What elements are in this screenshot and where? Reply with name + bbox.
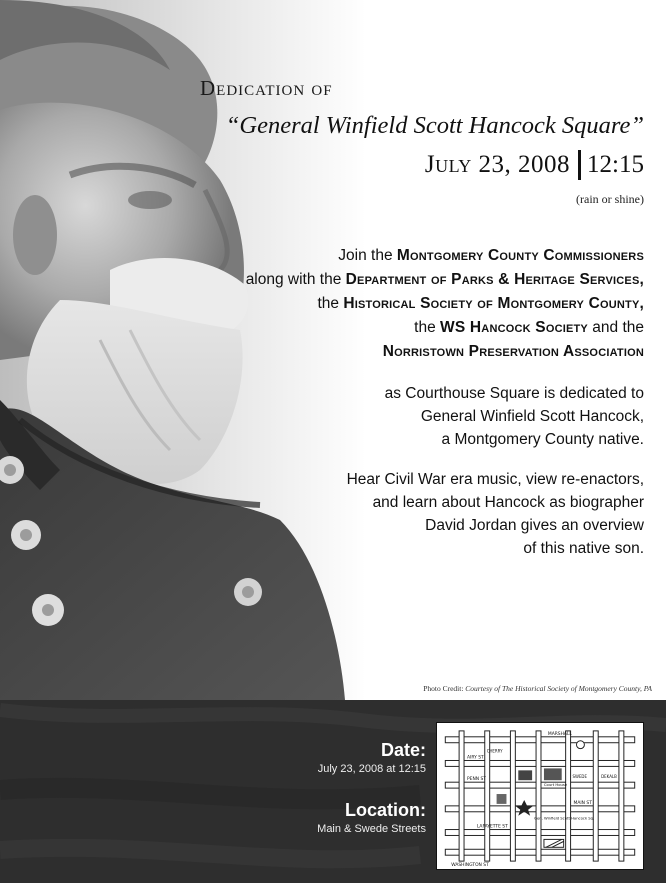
title-square-name: “General Winfield Scott Hancock Square” [225,112,644,139]
map-street-cherry: CHERRY [486,748,503,754]
sponsor-parks-heritage: Department of Parks & Heritage Services, [345,271,644,288]
location-map [436,722,644,870]
map-street-penn: PENN ST [467,777,486,783]
map-street-washington: WASHINGTON ST [451,863,489,869]
sponsor-line-3: the Historical Society of Montgomery County, [317,295,644,312]
map-street-swede: SWEDE [572,774,587,780]
date-value: July 23, 2008 at 12:15 [317,763,426,775]
event-time: 12:15 [587,151,644,178]
map-street-main: MAIN ST [573,800,592,806]
map-courthouse-label: Court House [543,783,568,788]
info-date-block [318,740,426,775]
map-street-lafayette: LAFAYETTE ST [476,824,508,830]
sponsor-line-4: the WS Hancock Society and the [414,319,644,336]
program-paragraph: Hear Civil War era music, view re-enactors, and learn about Hancock as biographer David Jordan gives an overview of this native son. [346,471,644,557]
sponsor-historical-society: Historical Society of Montgomery County, [343,295,644,312]
sponsor-norristown-preservation: Norristown Preservation Association [382,343,644,360]
info-location-block [317,800,426,835]
photo-credit: Photo Credit: Courtesy of The Historical Society of Montgomery County, PA [423,684,652,693]
sponsor-line-2: along with the Department of Parks & Heritage Services, [245,271,644,288]
sponsor-list [184,244,644,364]
event-date-time [425,150,644,180]
sponsor-line-1: Join the Montgomery County Commissioners [338,247,644,264]
map-square-label: Gen. Winfield Scott Hancock Sq. [534,816,595,821]
weather-note: (rain or shine) [576,192,644,206]
map-street-dekalb: DEKALB [601,774,617,780]
map-street-airy: AIRY ST [467,755,484,761]
sponsor-ws-hancock-society: WS Hancock Society [440,319,588,336]
map-street-marshall: MARSHALL [547,731,572,737]
event-date: July 23, 2008 [424,151,571,178]
date-label: Date: [380,740,426,760]
date-divider [578,150,581,180]
dedication-paragraph: as Courthouse Square is dedicated to General Winfield Scott Hancock, a Montgomery County native. [384,385,644,448]
location-value: Main & Swede Streets [317,823,426,835]
sponsor-line-5 [184,340,644,364]
sponsor-montgomery-commissioners: Montgomery County Commissioners [396,247,644,264]
title-dedication-of: Dedication of [200,76,333,100]
location-label: Location: [345,800,426,820]
